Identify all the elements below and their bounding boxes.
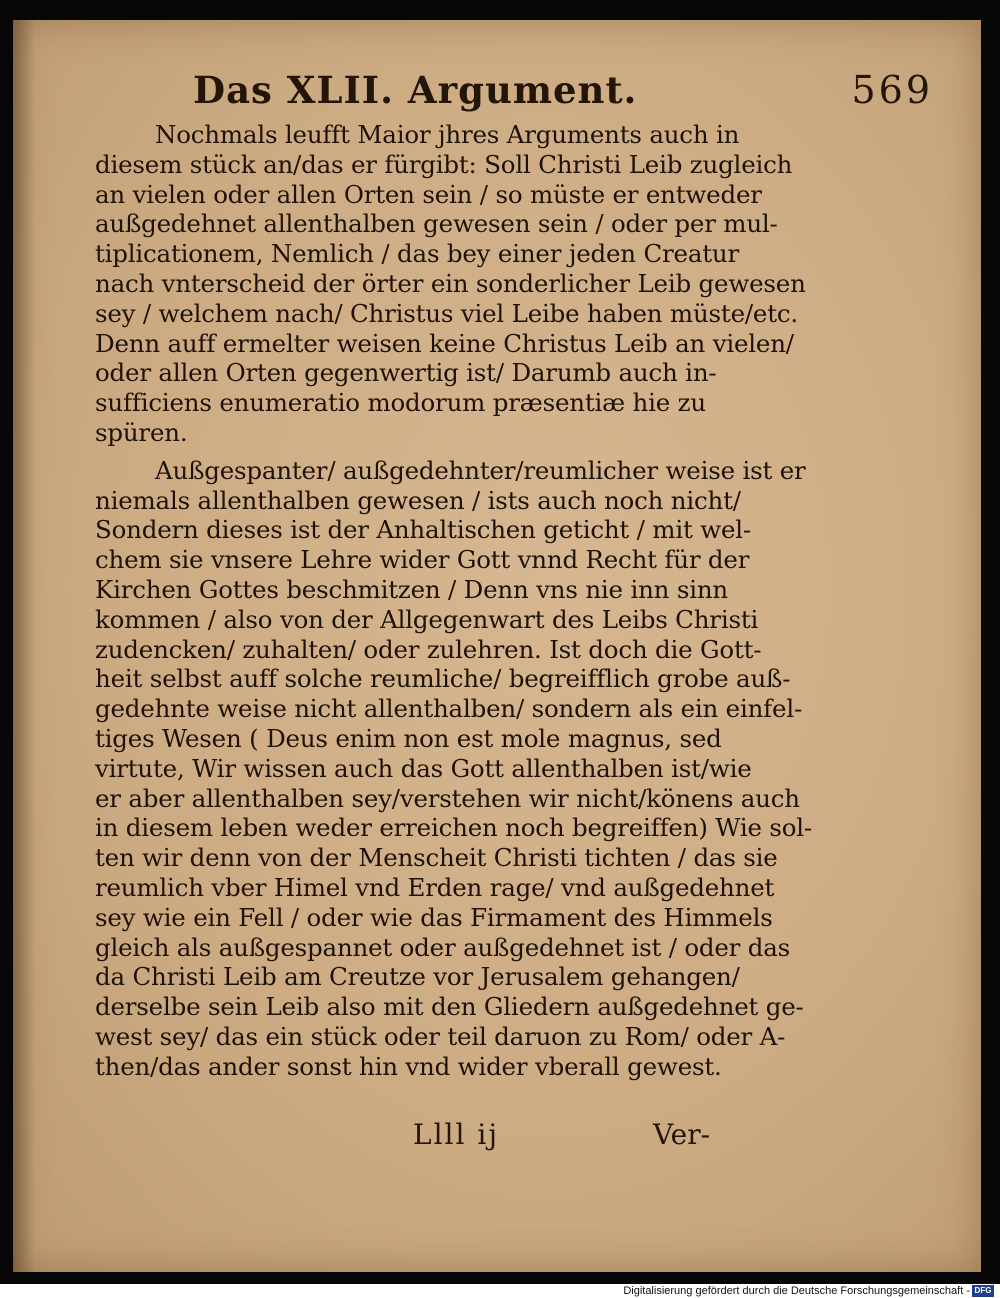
- text-line: reumlich vber Himel vnd Erden rage/ vnd außgedehnet: [95, 872, 775, 902]
- text-line: derselbe sein Leib also mit den Gliedern außgedehnet ge-: [95, 992, 804, 1022]
- page-gutter-shadow: [13, 20, 35, 1272]
- book-page: [13, 20, 981, 1272]
- text-line: ten wir denn von der Menscheit Christi tichten / das sie: [95, 843, 778, 873]
- text-line: niemals allenthalben gewesen / ists auch noch nicht/: [95, 485, 741, 515]
- text-line: tiges Wesen ( Deus enim non est mole magnus, sed: [95, 723, 722, 753]
- page-footer: [13, 1118, 981, 1158]
- signature-mark: Llll ij: [413, 1118, 499, 1151]
- text-line: zudencken/ zuhalten/ oder zulehren. Ist doch die Gott-: [95, 634, 762, 664]
- text-line: Sondern dieses ist der Anhaltischen geticht / mit wel-: [95, 515, 751, 545]
- text-line: chem sie vnsere Lehre wider Gott vnnd Recht für der: [95, 545, 750, 575]
- text-line: außgedehnet allenthalben gewesen sein / oder per mul-: [95, 209, 778, 239]
- text-line: kommen / also von der Allgegenwart des Leibs Christi: [95, 604, 759, 634]
- text-line: tiplicationem, Nemlich / das bey einer jeden Creatur: [95, 239, 739, 269]
- digitization-credit: Digitalisierung gefördert durch die Deutsche Forschungsgemeinschaft -: [623, 1285, 970, 1297]
- text-line: in diesem leben weder erreichen noch begreiffen) Wie sol-: [95, 813, 812, 843]
- text-line: da Christi Leib am Creutze vor Jerusalem gehangen/: [95, 962, 740, 992]
- page-header: [193, 68, 933, 128]
- catchword: Ver-: [653, 1118, 711, 1151]
- dfg-logo-icon: DFG: [972, 1285, 994, 1297]
- text-line: then/das ander sonst hin vnd wider vberall gewest.: [95, 1051, 722, 1081]
- text-line: sufficiens enumeratio modorum præsentiæ hie zu: [95, 388, 706, 418]
- running-head: Das XLII. Argument.: [193, 68, 638, 112]
- text-line: Kirchen Gottes beschmitzen / Denn vns nie inn sinn: [95, 574, 728, 604]
- paragraph-1: [95, 120, 806, 448]
- text-line: Nochmals leufft Maior jhres Arguments auch in: [155, 120, 740, 149]
- digitization-credit-bar: [0, 1284, 1000, 1298]
- text-line: gedehnte weise nicht allenthalben/ sondern als ein einfel-: [95, 694, 803, 724]
- text-line: diesem stück an/das er fürgibt: Soll Christi Leib zugleich: [95, 149, 793, 179]
- text-line: nach vnterscheid der örter ein sonderlicher Leib gewesen: [95, 268, 806, 298]
- paragraph-gap: [95, 448, 735, 456]
- body-text: [95, 120, 812, 1082]
- text-line: sey wie ein Fell / oder wie das Firmament des Himmels: [95, 902, 773, 932]
- text-line: Außgespanter/ außgedehnter/reumlicher weise ist er: [155, 455, 806, 485]
- text-line: oder allen Orten gegenwertig ist/ Darumb auch in-: [95, 358, 717, 388]
- paragraph-2: [95, 455, 812, 1082]
- text-line: spüren.: [95, 417, 188, 447]
- page-number: 569: [851, 68, 933, 112]
- text-line: gleich als außgespannet oder außgedehnet ist / oder das: [95, 932, 791, 962]
- text-line: an vielen oder allen Orten sein / so müste er entweder: [95, 179, 762, 209]
- text-line: heit selbst auff solche reumliche/ begreifflich grobe auß-: [95, 664, 791, 694]
- text-line: virtute, Wir wissen auch das Gott allenthalben ist/wie: [95, 753, 752, 783]
- text-line: west sey/ das ein stück oder teil daruon zu Rom/ oder A-: [95, 1021, 786, 1051]
- text-line: Denn auff ermelter weisen keine Christus Leib an vielen/: [95, 328, 794, 358]
- text-line: er aber allenthalben sey/verstehen wir nicht/könens auch: [95, 783, 800, 813]
- text-line: sey / welchem nach/ Christus viel Leibe haben müste/etc.: [95, 298, 798, 328]
